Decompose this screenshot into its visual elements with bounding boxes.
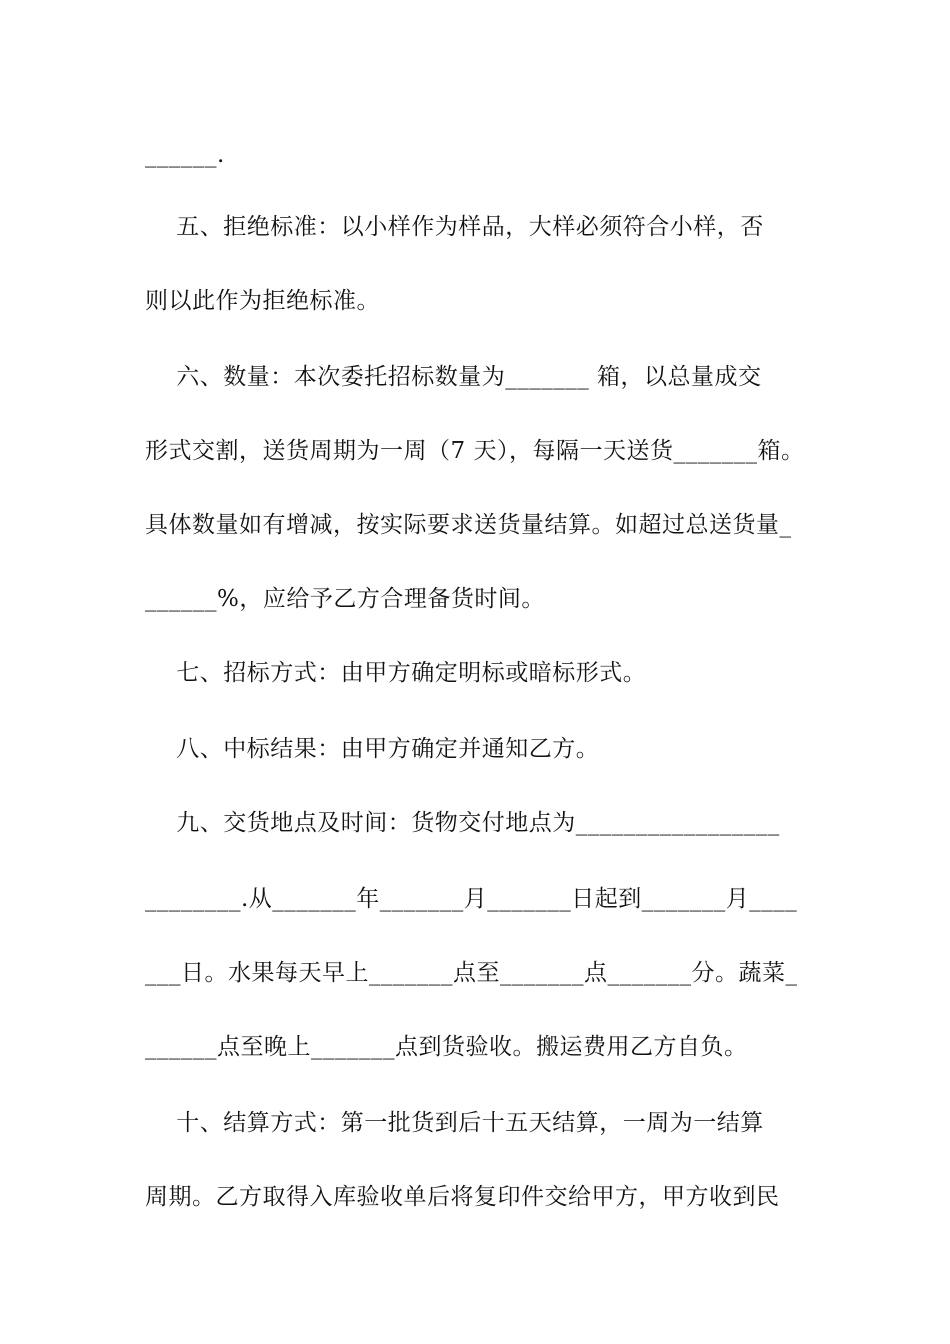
text-line: 十、结算方式：第一批货到后十五天结算，一周为一结算 [145, 1110, 764, 1136]
text-line: 六、数量：本次委托招标数量为_______ 箱，以总量成交 [145, 364, 762, 390]
text-line: 具体数量如有增减，按实际要求送货量结算。如超过总送货量_ [145, 512, 792, 538]
text-line: ___日。水果每天早上_______点至_______点_______分。蔬菜_ [145, 960, 798, 986]
text-line: 则以此作为拒绝标准。 [145, 288, 380, 314]
text-line: 周期。乙方取得入库验收单后将复印件交给甲方，甲方收到民 [145, 1184, 780, 1210]
text-line: 形式交割，送货周期为一周（7 天），每隔一天送货_______箱。 [145, 438, 805, 464]
text-line: 九、交货地点及时间：货物交付地点为_________________ [145, 810, 780, 836]
text-line: ______点至晚上_______点到货验收。搬运费用乙方自负。 [145, 1034, 748, 1060]
text-line: ______. [145, 142, 225, 168]
text-line: 八、中标结果：由甲方确定并通知乙方。 [145, 736, 600, 762]
text-line: 七、招标方式：由甲方确定明标或暗标形式。 [145, 660, 647, 686]
text-line: ______%，应给予乙方合理备货时间。 [145, 586, 545, 612]
text-line: 五、拒绝标准：以小样作为样品，大样必须符合小样，否 [145, 214, 764, 240]
text-line: ________.从_______年_______月_______日起到_______月____ [145, 886, 798, 912]
